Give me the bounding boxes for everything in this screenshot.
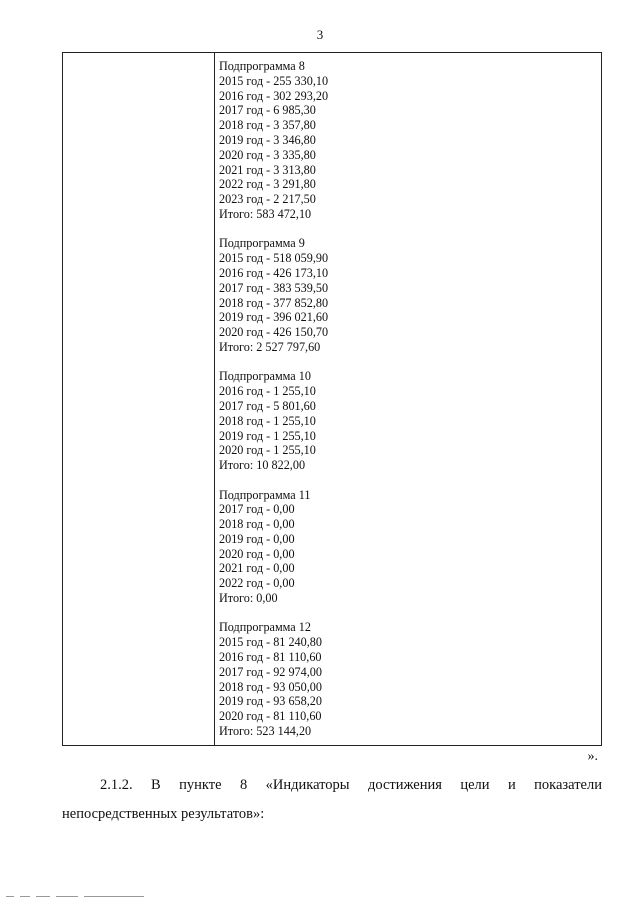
funding-year-line: 2020 год - 426 150,70: [219, 325, 329, 340]
funding-year-line: 2020 год - 0,00: [219, 546, 295, 561]
subprogram-total: Итого: 0,00: [219, 591, 278, 606]
table-right-cell: [219, 59, 597, 739]
funding-year-line: 2019 год - 93 658,20: [219, 694, 322, 709]
subprogram-total: Итого: 583 472,10: [219, 206, 312, 221]
column-divider: [214, 53, 215, 745]
funding-year-line: 2017 год - 0,00: [219, 502, 295, 517]
funding-year-line: 2023 год - 2 217,50: [219, 192, 316, 207]
funding-year-line: 2016 год - 81 110,60: [219, 650, 322, 665]
footer-marks: [6, 896, 206, 899]
funding-year-line: 2018 год - 0,00: [219, 517, 295, 532]
funding-year-line: 2015 год - 81 240,80: [219, 635, 322, 650]
closing-quote: ».: [587, 749, 598, 764]
subprogram-title: Подпрограмма 10: [219, 369, 311, 384]
funding-year-line: 2020 год - 3 335,80: [219, 147, 316, 162]
funding-year-line: 2021 год - 0,00: [219, 561, 295, 576]
subprogram-title: Подпрограмма 12: [219, 620, 311, 635]
subprogram-total: Итого: 523 144,20: [219, 724, 312, 739]
funding-year-line: 2017 год - 383 539,50: [219, 280, 329, 295]
page-number: 3: [316, 27, 324, 42]
funding-table: [62, 52, 602, 746]
subprogram-title: Подпрограмма 11: [219, 487, 311, 502]
subprogram-title: Подпрограмма 8: [219, 59, 305, 73]
funding-year-line: 2017 год - 6 985,30: [219, 103, 316, 118]
subprogram-total: Итого: 2 527 797,60: [219, 339, 321, 354]
funding-year-line: 2016 год - 1 255,10: [219, 384, 316, 399]
funding-year-line: 2015 год - 255 330,10: [219, 73, 329, 88]
subprogram-block: [219, 488, 597, 606]
funding-year-line: 2019 год - 396 021,60: [219, 310, 329, 325]
paragraph-2-1-2: 2.1.2. В пункте 8 «Индикаторы достижения цели и показатели непосредственных результатов»:: [62, 777, 602, 822]
funding-year-line: 2021 год - 3 313,80: [219, 162, 316, 177]
subprogram-block: [219, 620, 597, 738]
funding-year-line: 2020 год - 81 110,60: [219, 709, 322, 724]
funding-year-line: 2017 год - 5 801,60: [219, 398, 316, 413]
subprogram-title: Подпрограмма 9: [219, 236, 305, 251]
funding-year-line: 2020 год - 1 255,10: [219, 443, 316, 458]
funding-year-line: 2019 год - 1 255,10: [219, 428, 316, 443]
funding-year-line: 2022 год - 0,00: [219, 576, 295, 591]
funding-year-line: 2019 год - 0,00: [219, 531, 295, 546]
funding-year-line: 2017 год - 92 974,00: [219, 664, 322, 679]
funding-year-line: 2016 год - 302 293,20: [219, 88, 329, 103]
subprogram-block: [219, 236, 597, 354]
funding-year-line: 2018 год - 93 050,00: [219, 679, 322, 694]
funding-year-line: 2022 год - 3 291,80: [219, 177, 316, 192]
funding-year-line: 2018 год - 377 852,80: [219, 295, 329, 310]
subprogram-block: [219, 369, 597, 473]
funding-year-line: 2018 год - 3 357,80: [219, 118, 316, 133]
subprogram-block: [219, 59, 597, 222]
funding-year-line: 2015 год - 518 059,90: [219, 251, 329, 266]
funding-year-line: 2016 год - 426 173,10: [219, 265, 329, 280]
funding-year-line: 2018 год - 1 255,10: [219, 413, 316, 428]
subprogram-total: Итого: 10 822,00: [219, 458, 306, 473]
funding-year-line: 2019 год - 3 346,80: [219, 132, 316, 147]
